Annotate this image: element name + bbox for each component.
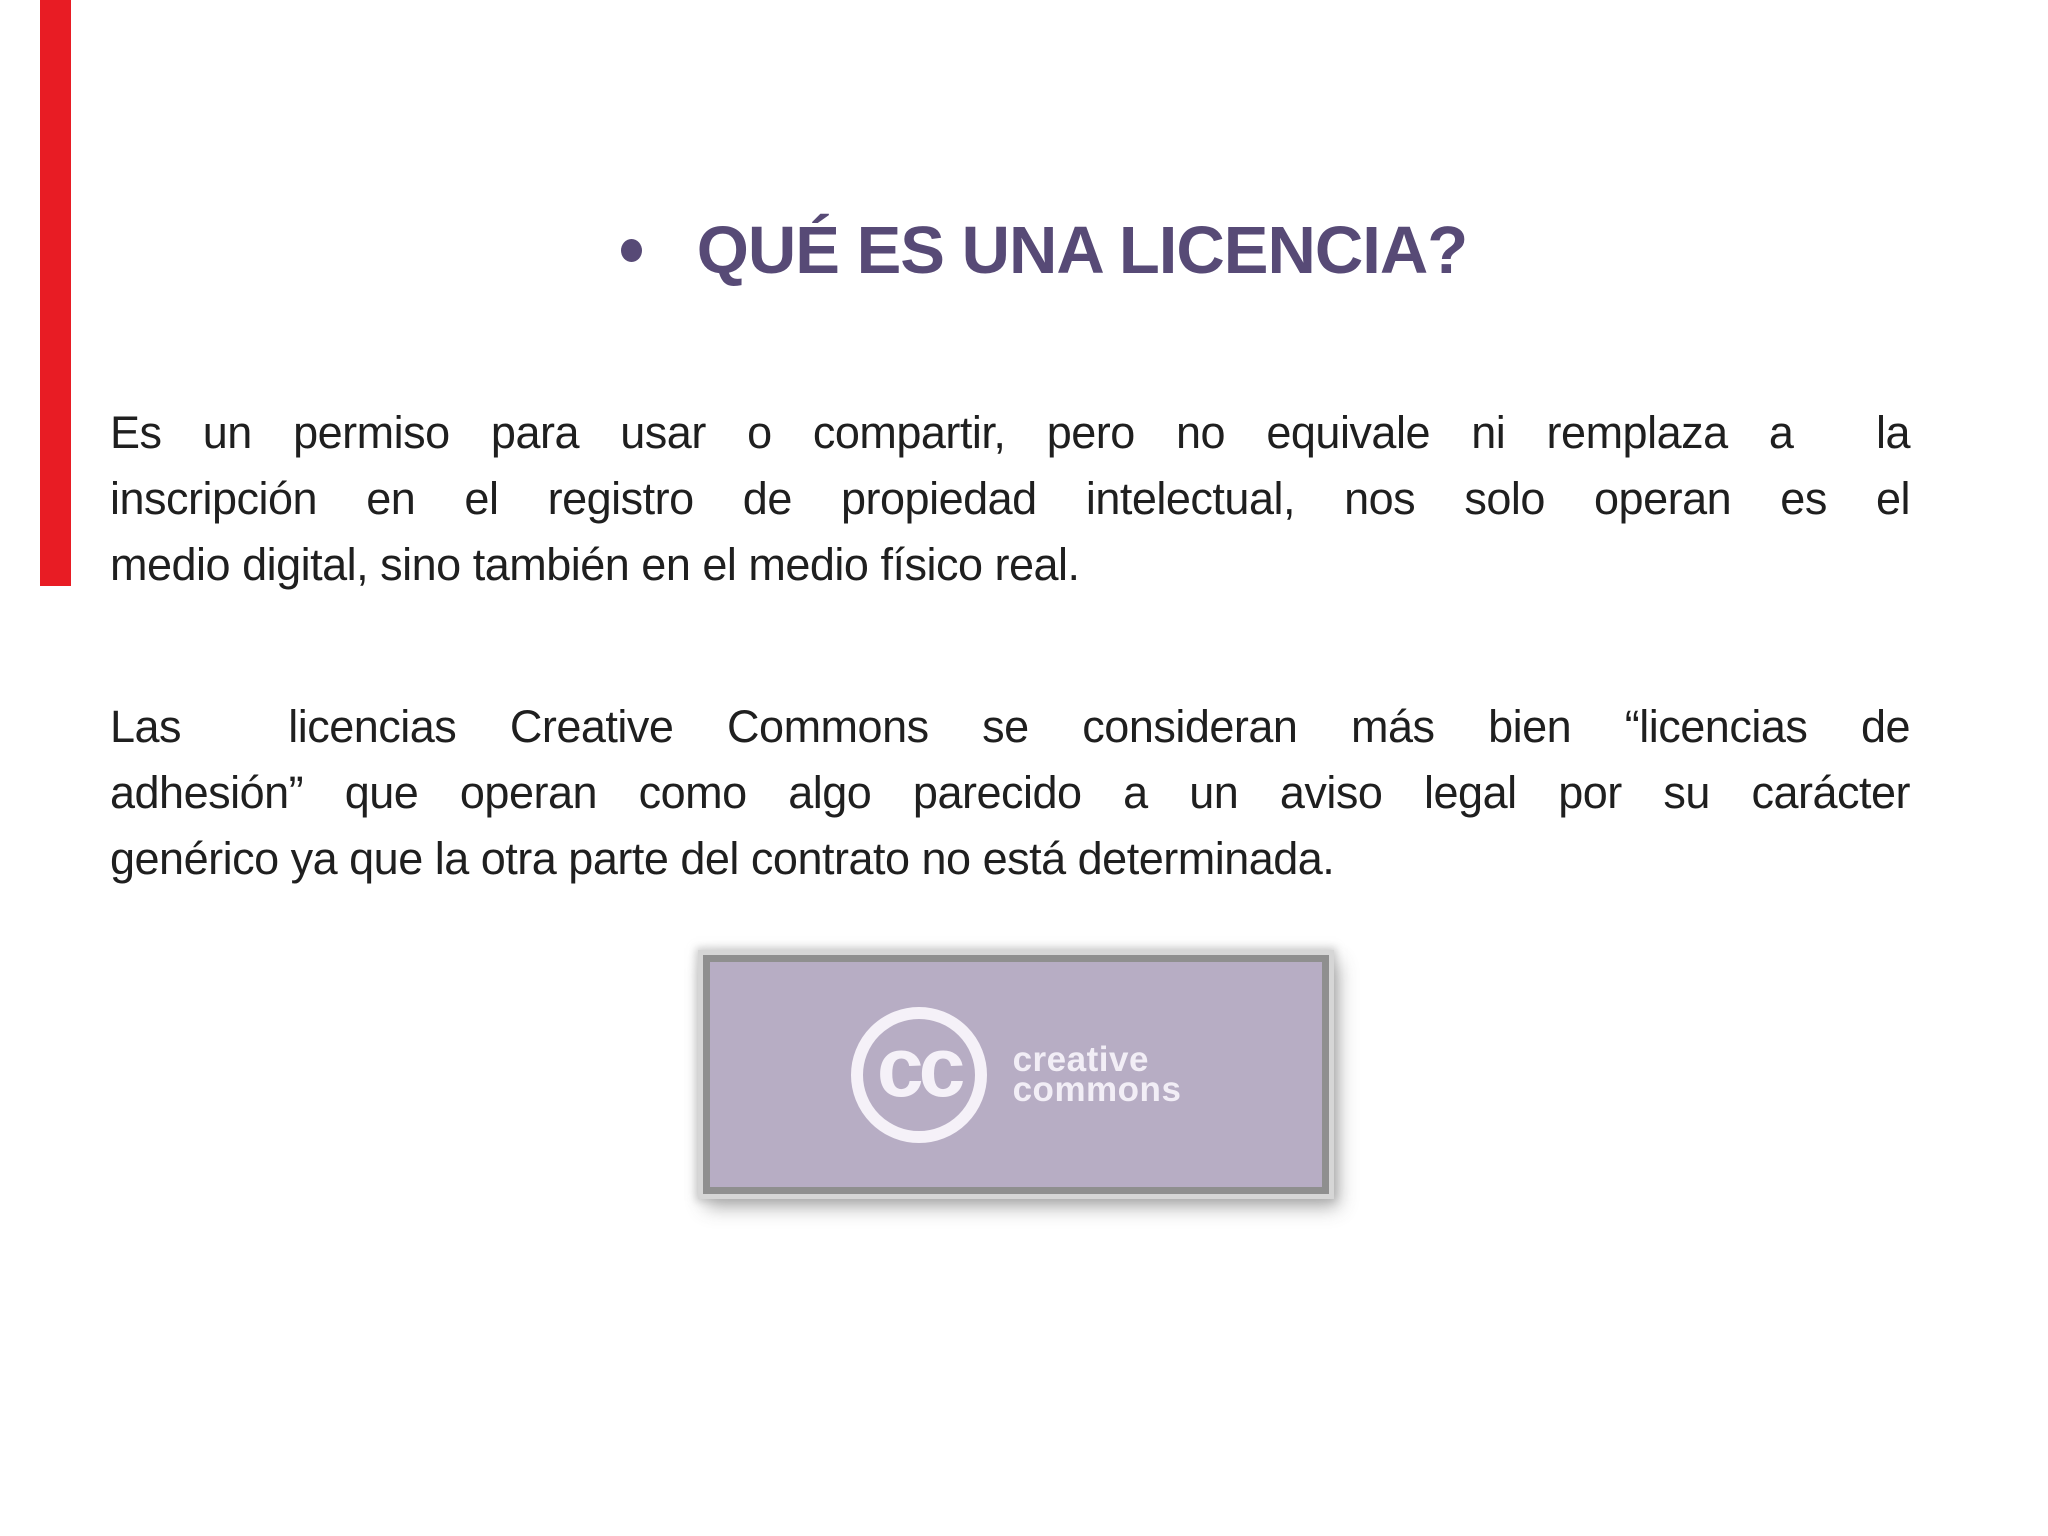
paragraph-1-line: medio digital, sino también en el medio físico real.: [110, 539, 1080, 590]
cc-wordmark-line2: commons: [1012, 1069, 1182, 1109]
paragraph-2-line: genérico ya que la otra parte del contrato no está determinada.: [110, 833, 1335, 884]
cc-wordmark: [1012, 1039, 1182, 1109]
paragraph-2: [110, 694, 1910, 892]
paragraph-1-line: inscripción en el registro de propiedad intelectual, nos solo operan es el: [110, 473, 1910, 524]
cc-logo-icon: [851, 1007, 987, 1143]
paragraph-1-line: Es un permiso para usar o compartir, pero no equivale ni remplaza a la: [110, 407, 1910, 458]
creative-commons-image: [703, 955, 1329, 1194]
bullet-icon: [621, 239, 642, 262]
cc-wordmark-line1: creative: [1012, 1039, 1149, 1079]
paragraph-1: [110, 400, 1910, 598]
red-accent-bar: [40, 0, 71, 586]
paragraph-2-line: adhesión” que operan como algo parecido a un aviso legal por su carácter: [110, 767, 1910, 818]
paragraph-2-line: Las licencias Creative Commons se consideran más bien “licencias de: [110, 701, 1910, 752]
slide-title: QUÉ ES UNA LICENCIA?: [696, 213, 1468, 288]
slide-title-row: [0, 212, 2048, 289]
cc-initials: cc: [876, 1020, 961, 1114]
